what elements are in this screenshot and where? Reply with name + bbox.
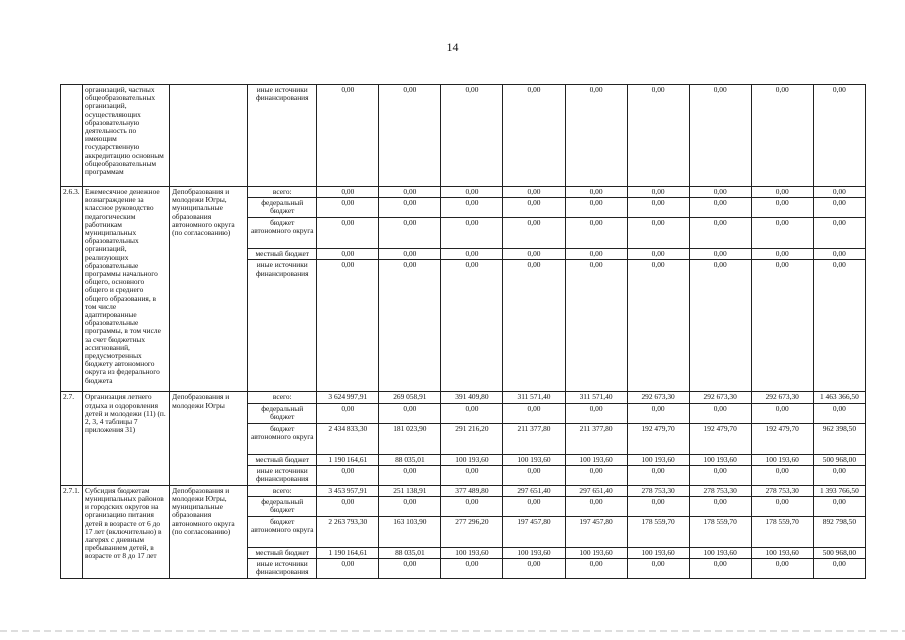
funding-source: федеральный бюджет	[248, 198, 317, 218]
amount-cell: 292 673,30	[627, 392, 689, 403]
amount-cell: 0,00	[565, 260, 627, 392]
amount-cell: 211 377,80	[503, 423, 565, 454]
amount-cell: 100 193,60	[751, 548, 813, 559]
amount-cell: 0,00	[379, 249, 441, 260]
amount-cell: 0,00	[441, 85, 503, 187]
amount-cell: 100 193,60	[627, 548, 689, 559]
amount-cell: 0,00	[627, 260, 689, 392]
amount-cell: 0,00	[751, 559, 813, 579]
amount-cell: 0,00	[317, 559, 379, 579]
amount-cell: 100 193,60	[689, 454, 751, 465]
amount-cell: 0,00	[565, 249, 627, 260]
amount-cell: 192 479,70	[627, 423, 689, 454]
amount-cell: 377 489,80	[441, 485, 503, 496]
amount-cell: 0,00	[379, 497, 441, 517]
funding-source: иные источники финансирования	[248, 85, 317, 187]
item-description: Организация летнего отдыха и оздоровления детей и молодежи (11) (п. 2, 3, 4 таблицы 7 приложения 31)	[83, 392, 170, 485]
scan-artifact-line	[0, 630, 905, 632]
funding-source: местный бюджет	[248, 454, 317, 465]
amount-cell: 251 138,91	[379, 485, 441, 496]
amount-cell: 0,00	[441, 497, 503, 517]
amount-cell: 100 193,60	[565, 548, 627, 559]
amount-cell: 192 479,70	[751, 423, 813, 454]
amount-cell: 0,00	[751, 497, 813, 517]
amount-cell: 0,00	[751, 198, 813, 218]
amount-cell: 500 968,00	[813, 454, 865, 465]
amount-cell: 0,00	[813, 187, 865, 198]
amount-cell: 0,00	[813, 198, 865, 218]
amount-cell: 0,00	[379, 260, 441, 392]
amount-cell: 0,00	[627, 85, 689, 187]
amount-cell: 277 296,20	[441, 517, 503, 548]
amount-cell: 0,00	[317, 497, 379, 517]
amount-cell: 163 103,90	[379, 517, 441, 548]
amount-cell: 0,00	[317, 85, 379, 187]
amount-cell: 0,00	[689, 85, 751, 187]
funding-source: иные источники финансирования	[248, 260, 317, 392]
amount-cell: 2 263 793,30	[317, 517, 379, 548]
amount-cell: 1 190 164,61	[317, 454, 379, 465]
amount-cell: 962 398,50	[813, 423, 865, 454]
amount-cell: 0,00	[689, 218, 751, 249]
amount-cell: 100 193,60	[689, 548, 751, 559]
amount-cell: 0,00	[813, 403, 865, 423]
item-code: 2.7.1.	[61, 485, 83, 578]
funding-source: всего:	[248, 485, 317, 496]
funding-source: бюджет автономного округа	[248, 218, 317, 249]
amount-cell: 211 377,80	[565, 423, 627, 454]
amount-cell: 0,00	[565, 187, 627, 198]
amount-cell: 0,00	[627, 187, 689, 198]
item-code: 2.7.	[61, 392, 83, 485]
amount-cell: 311 571,40	[565, 392, 627, 403]
amount-cell: 0,00	[627, 403, 689, 423]
amount-cell: 0,00	[751, 187, 813, 198]
amount-cell: 192 479,70	[689, 423, 751, 454]
amount-cell: 100 193,60	[503, 454, 565, 465]
amount-cell: 278 753,30	[627, 485, 689, 496]
funding-source: иные источники финансирования	[248, 559, 317, 579]
amount-cell: 0,00	[689, 403, 751, 423]
amount-cell: 0,00	[689, 260, 751, 392]
page-number: 14	[446, 40, 459, 54]
amount-cell: 1 190 164,61	[317, 548, 379, 559]
amount-cell: 0,00	[317, 187, 379, 198]
amount-cell: 181 023,90	[379, 423, 441, 454]
amount-cell: 0,00	[565, 559, 627, 579]
table-row	[61, 485, 866, 496]
amount-cell: 0,00	[751, 85, 813, 187]
amount-cell: 0,00	[317, 465, 379, 485]
amount-cell: 297 651,40	[503, 485, 565, 496]
amount-cell: 0,00	[441, 465, 503, 485]
amount-cell: 0,00	[503, 85, 565, 187]
amount-cell: 0,00	[441, 249, 503, 260]
amount-cell: 0,00	[751, 403, 813, 423]
amount-cell: 197 457,80	[565, 517, 627, 548]
amount-cell: 0,00	[503, 198, 565, 218]
amount-cell: 0,00	[503, 497, 565, 517]
amount-cell: 0,00	[565, 85, 627, 187]
funding-source: местный бюджет	[248, 249, 317, 260]
funding-source: всего:	[248, 392, 317, 403]
amount-cell: 297 651,40	[565, 485, 627, 496]
item-description: организаций, частных общеобразовательных организаций, осуществляющих образовательную деятельность по имеющим государственную аккредитацию основным общеобразовательным программам	[83, 85, 170, 187]
amount-cell: 278 753,30	[751, 485, 813, 496]
amount-cell: 0,00	[317, 218, 379, 249]
amount-cell: 0,00	[379, 85, 441, 187]
funding-source: бюджет автономного округа	[248, 423, 317, 454]
amount-cell: 0,00	[627, 559, 689, 579]
amount-cell: 0,00	[689, 497, 751, 517]
amount-cell: 0,00	[503, 403, 565, 423]
amount-cell: 0,00	[441, 218, 503, 249]
item-executor: Депобразования и молодежи Югры	[170, 392, 248, 485]
table-row	[61, 85, 866, 187]
amount-cell: 0,00	[751, 218, 813, 249]
amount-cell: 1 393 766,50	[813, 485, 865, 496]
amount-cell: 100 193,60	[441, 454, 503, 465]
amount-cell: 0,00	[565, 218, 627, 249]
amount-cell: 0,00	[441, 198, 503, 218]
amount-cell: 0,00	[813, 497, 865, 517]
amount-cell: 0,00	[751, 465, 813, 485]
amount-cell: 292 673,30	[751, 392, 813, 403]
amount-cell: 178 559,70	[627, 517, 689, 548]
amount-cell: 0,00	[503, 187, 565, 198]
amount-cell: 0,00	[627, 218, 689, 249]
amount-cell: 3 453 957,91	[317, 485, 379, 496]
amount-cell: 0,00	[627, 198, 689, 218]
amount-cell: 0,00	[813, 559, 865, 579]
item-description: Ежемесячное денежное вознаграждение за классное руководство педагогическим работникам муниципальных образовательных организаций, реализующих образовательные программы начального общего, основного общего и среднего общего образования, в том числе адаптированные образовательные программы, в том числе за счет бюджетных ассигнований, предусмотренных бюджету автономного округа из федерального бюджета	[83, 187, 170, 392]
item-description: Субсидия бюджетам муниципальных районов и городских округов на организацию питания детей в возрасте от 6 до 17 лет (включительно) в лагерях с дневным пребыванием детей, в возрасте от 8 до 17 лет	[83, 485, 170, 578]
amount-cell: 0,00	[379, 198, 441, 218]
item-code: 2.6.3.	[61, 187, 83, 392]
amount-cell: 1 463 366,50	[813, 392, 865, 403]
amount-cell: 269 058,91	[379, 392, 441, 403]
amount-cell: 0,00	[441, 187, 503, 198]
amount-cell: 0,00	[379, 465, 441, 485]
amount-cell: 0,00	[317, 198, 379, 218]
item-code	[61, 85, 83, 187]
funding-source: местный бюджет	[248, 548, 317, 559]
amount-cell: 292 673,30	[689, 392, 751, 403]
amount-cell: 178 559,70	[751, 517, 813, 548]
amount-cell: 100 193,60	[627, 454, 689, 465]
item-executor: Депобразования и молодежи Югры, муниципальные образования автономного округа (по согласованию)	[170, 485, 248, 578]
amount-cell: 311 571,40	[503, 392, 565, 403]
amount-cell: 0,00	[813, 249, 865, 260]
table-row	[61, 187, 866, 198]
amount-cell: 0,00	[689, 559, 751, 579]
amount-cell: 0,00	[751, 249, 813, 260]
amount-cell: 0,00	[565, 497, 627, 517]
table-row	[61, 392, 866, 403]
amount-cell: 0,00	[441, 403, 503, 423]
amount-cell: 100 193,60	[503, 548, 565, 559]
amount-cell: 0,00	[813, 85, 865, 187]
amount-cell: 100 193,60	[751, 454, 813, 465]
funding-source: федеральный бюджет	[248, 403, 317, 423]
amount-cell: 0,00	[379, 187, 441, 198]
amount-cell: 88 035,01	[379, 548, 441, 559]
amount-cell: 0,00	[503, 260, 565, 392]
amount-cell: 0,00	[627, 249, 689, 260]
amount-cell: 0,00	[565, 465, 627, 485]
item-executor: Депобразования и молодежи Югры, муниципальные образования автономного округа (по согласованию)	[170, 187, 248, 392]
amount-cell: 178 559,70	[689, 517, 751, 548]
amount-cell: 88 035,01	[379, 454, 441, 465]
amount-cell: 100 193,60	[441, 548, 503, 559]
amount-cell: 0,00	[813, 465, 865, 485]
amount-cell: 0,00	[317, 403, 379, 423]
amount-cell: 0,00	[503, 249, 565, 260]
amount-cell: 278 753,30	[689, 485, 751, 496]
amount-cell: 0,00	[379, 559, 441, 579]
amount-cell: 0,00	[503, 465, 565, 485]
amount-cell: 0,00	[441, 260, 503, 392]
amount-cell: 0,00	[813, 218, 865, 249]
amount-cell: 892 798,50	[813, 517, 865, 548]
amount-cell: 0,00	[441, 559, 503, 579]
amount-cell: 100 193,60	[565, 454, 627, 465]
funding-source: федеральный бюджет	[248, 497, 317, 517]
amount-cell: 391 409,80	[441, 392, 503, 403]
amount-cell: 291 216,20	[441, 423, 503, 454]
budget-table	[60, 84, 866, 579]
amount-cell: 0,00	[503, 218, 565, 249]
amount-cell: 0,00	[751, 260, 813, 392]
amount-cell: 0,00	[627, 497, 689, 517]
amount-cell: 0,00	[379, 218, 441, 249]
amount-cell: 0,00	[689, 465, 751, 485]
amount-cell: 0,00	[565, 403, 627, 423]
funding-source: всего:	[248, 187, 317, 198]
amount-cell: 2 434 833,30	[317, 423, 379, 454]
amount-cell: 3 624 997,91	[317, 392, 379, 403]
amount-cell: 0,00	[627, 465, 689, 485]
amount-cell: 0,00	[317, 260, 379, 392]
amount-cell: 0,00	[813, 260, 865, 392]
funding-source: иные источники финансирования	[248, 465, 317, 485]
amount-cell: 0,00	[565, 198, 627, 218]
item-executor	[170, 85, 248, 187]
amount-cell: 0,00	[689, 198, 751, 218]
amount-cell: 0,00	[379, 403, 441, 423]
amount-cell: 197 457,80	[503, 517, 565, 548]
amount-cell: 0,00	[317, 249, 379, 260]
funding-source: бюджет автономного округа	[248, 517, 317, 548]
amount-cell: 0,00	[689, 187, 751, 198]
amount-cell: 0,00	[503, 559, 565, 579]
amount-cell: 500 968,00	[813, 548, 865, 559]
amount-cell: 0,00	[689, 249, 751, 260]
